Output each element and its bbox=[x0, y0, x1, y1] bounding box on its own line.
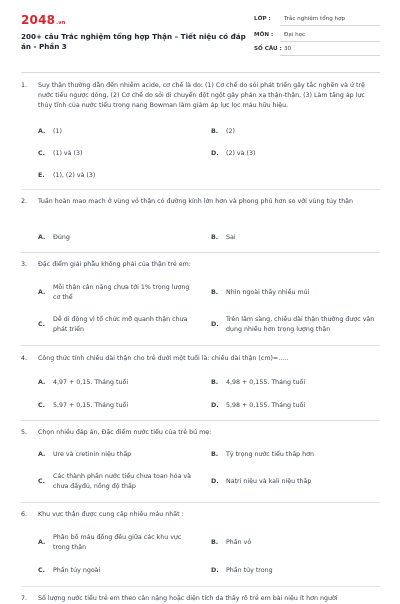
question-text: Đặc điểm giải phẫu không phải của thận trẻ em: bbox=[38, 261, 191, 268]
option-text: Phần vỏ bbox=[226, 539, 252, 546]
question-text: Suy thận thường dẫn đến nhiễm acide, cơ chế là do: (1) Cơ chế do sỏi phát triển gây tắc nghẽn và ứ trệ nước tiểu ngược dòng, (2) Cơ chế do sỏi di chuyển đột ngột gây phản xạ thận-thận, (3) Làm tăng áp lực thủy tĩnh của nước tiểu trong nang Bowman làm giảm áp lực lọc máu hữu hiệu. bbox=[38, 82, 365, 109]
question-separator bbox=[21, 502, 380, 503]
option-text: (1), (2) và (3) bbox=[53, 172, 96, 179]
option-label: C. bbox=[38, 321, 46, 328]
document-title: 200+ câu Trắc nghiệm tổng hợp Thận – Tiết niệu có đáp án - Phần 3 bbox=[21, 32, 246, 51]
meta-class-value: Trắc nghiệm tổng hợp bbox=[284, 16, 346, 22]
option-text: Các thành phần nước tiểu chưa toan hóa và chưa đầyđủ, nồng độ thấp bbox=[53, 473, 192, 490]
option-label: B. bbox=[211, 379, 219, 386]
option-label: A. bbox=[38, 289, 46, 296]
question-text: Chọn nhiều đáp án, Đặc điểm nước tiểu của trẻ bú mẹ: bbox=[38, 429, 212, 436]
question-number: 7. bbox=[21, 595, 28, 602]
option-label: B. bbox=[211, 234, 219, 241]
meta-subject bbox=[254, 30, 380, 42]
option-text: Natri niệu và kali niệu thấp bbox=[226, 478, 312, 485]
meta-underline bbox=[280, 25, 380, 26]
question-5 bbox=[21, 428, 381, 440]
option-text: (2) và (3) bbox=[226, 150, 256, 157]
option-label: D. bbox=[211, 402, 219, 409]
answer-option[interactable] bbox=[38, 315, 198, 335]
option-label: D. bbox=[211, 321, 219, 328]
answer-option[interactable] bbox=[38, 472, 198, 492]
option-text: (1) và (3) bbox=[53, 150, 83, 157]
option-label: D. bbox=[211, 478, 219, 485]
meta-class bbox=[254, 14, 380, 26]
site-logo[interactable] bbox=[21, 13, 66, 27]
question-separator bbox=[21, 586, 380, 587]
option-text: 5,98 + 0,155. Tháng tuổi bbox=[226, 402, 306, 409]
option-label: B. bbox=[211, 539, 219, 546]
header-divider bbox=[21, 72, 380, 73]
option-label: A. bbox=[38, 379, 46, 386]
option-label: A. bbox=[38, 539, 46, 546]
question-7 bbox=[21, 594, 381, 604]
question-number: 6. bbox=[21, 511, 28, 518]
logo-text: 2048 bbox=[21, 13, 56, 27]
meta-subject-value: Đại học bbox=[284, 32, 306, 38]
option-label: A. bbox=[38, 234, 46, 241]
option-label: D. bbox=[211, 150, 219, 157]
option-text: Dễ di động vì tổ chức mỡ quanh thận chưa phát triển bbox=[53, 316, 188, 333]
option-label: B. bbox=[211, 289, 219, 296]
option-text: Tỷ trọng nước tiểu thấp hơn bbox=[226, 451, 315, 458]
meta-subject-label: MÔN : bbox=[254, 32, 274, 38]
option-label: C. bbox=[38, 402, 46, 409]
meta-underline bbox=[280, 41, 380, 42]
meta-count-label: SỐ CÂU : bbox=[254, 46, 282, 52]
option-text: Phần tủy trong bbox=[226, 567, 273, 574]
option-text: Ure và cretinin niệu thấp bbox=[53, 451, 132, 458]
option-text: Đúng bbox=[53, 234, 70, 241]
option-text: Trên lâm sàng, chiều dài thận thường được vận dụng nhiều hơn trọng lượng thận bbox=[226, 316, 375, 333]
question-number: 1. bbox=[21, 82, 28, 89]
option-text: (1) bbox=[53, 128, 62, 135]
meta-count-value: 30 bbox=[284, 46, 292, 52]
option-text: (2) bbox=[226, 128, 235, 135]
meta-class-label: LỚP : bbox=[254, 16, 271, 22]
option-label: B. bbox=[211, 451, 219, 458]
question-4 bbox=[21, 354, 381, 366]
option-label: C. bbox=[38, 567, 46, 574]
option-text: 4,98 + 0,155. Tháng tuổi bbox=[226, 379, 306, 386]
question-separator bbox=[21, 189, 380, 190]
question-number: 2. bbox=[21, 198, 28, 205]
option-text: Mỗi thận cân nặng chưa tới 1% trọng lượng cơ thể bbox=[53, 284, 190, 301]
option-text: Phần tủy ngoài bbox=[53, 567, 101, 574]
option-text: Phân bố máu đồng đều giữa các khu vực trong thận bbox=[53, 534, 182, 551]
answer-option[interactable] bbox=[211, 315, 379, 335]
question-number: 3. bbox=[21, 261, 28, 268]
document-header bbox=[0, 0, 400, 72]
question-text: Công thức tính chiều dài thận cho trẻ dưới một tuổi là: chiều dài thận (cm)=..... bbox=[38, 355, 289, 362]
question-number: 5. bbox=[21, 429, 28, 436]
question-6 bbox=[21, 510, 381, 522]
question-2 bbox=[21, 197, 381, 219]
option-label: C. bbox=[38, 478, 46, 485]
question-1 bbox=[21, 81, 381, 121]
option-text: 5,97 + 0,15. Tháng tuổi bbox=[53, 402, 129, 409]
question-separator bbox=[21, 252, 380, 253]
meta-count bbox=[254, 44, 380, 56]
option-text: Nhìn ngoài thấy nhiều múi bbox=[226, 289, 310, 296]
option-label: C. bbox=[38, 150, 46, 157]
question-3 bbox=[21, 260, 381, 272]
option-label: A. bbox=[38, 128, 46, 135]
question-separator bbox=[21, 345, 380, 346]
option-text: Sai bbox=[226, 234, 236, 241]
question-separator bbox=[21, 420, 380, 421]
option-label: A. bbox=[38, 451, 46, 458]
meta-underline bbox=[280, 55, 380, 56]
answer-option[interactable] bbox=[38, 533, 198, 553]
question-number: 4. bbox=[21, 355, 28, 362]
option-label: D. bbox=[211, 567, 219, 574]
question-text: Khu vực thận được cung cấp nhiều máu nhất : bbox=[38, 511, 184, 518]
option-label: B. bbox=[211, 128, 219, 135]
question-text: Số lượng nước tiểu trẻ em theo cân nặng hoặc diện tích da thấy rõ trẻ em bài niệu ít hơn người bbox=[38, 595, 338, 602]
option-text: 4,97 + 0,15. Tháng tuổi bbox=[53, 379, 129, 386]
answer-option[interactable] bbox=[38, 283, 198, 303]
option-label: E. bbox=[38, 172, 45, 179]
logo-suffix: .vn bbox=[56, 20, 66, 26]
question-text: Tuần hoàn mao mạch ở vùng vỏ thận có đường kính lớn hơn và phong phú hơn so với vùng tủy thận bbox=[38, 198, 354, 205]
